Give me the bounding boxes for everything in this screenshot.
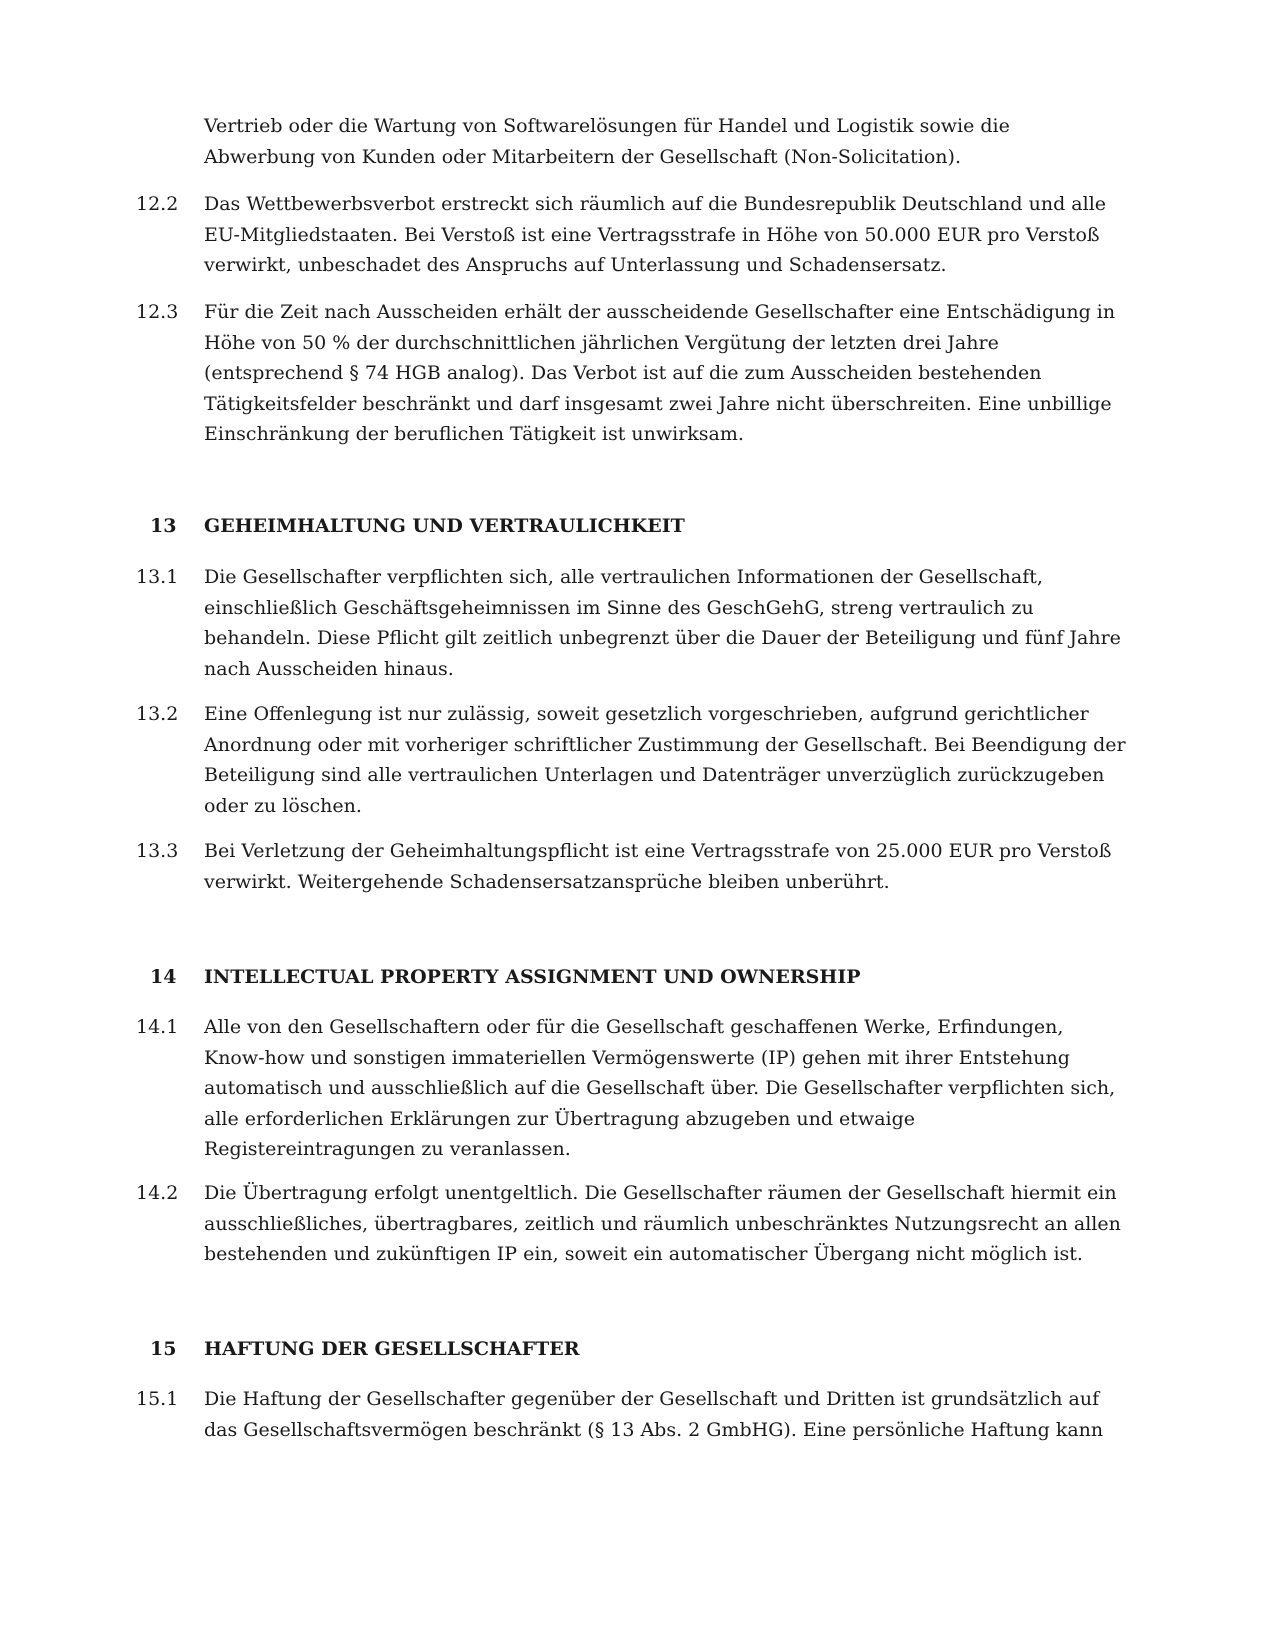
section-heading-14 bbox=[136, 962, 1126, 992]
section-title: GEHEIMHALTUNG UND VERTRAULICHKEIT bbox=[204, 515, 685, 537]
clause-text: Bei Verletzung der Geheimhaltungspflicht ist eine Vertragsstrafe von 25.000 EUR pro Verstoß verwirkt. Weitergehende Schadensersatzansprüche bleiben unberührt. bbox=[204, 840, 1112, 893]
clause-text: Die Gesellschafter verpflichten sich, alle vertraulichen Informationen der Gesellschaft, einschließlich Geschäftsgeheimnissen im Sinne des GeschGehG, streng vertraulich zu behandeln. Diese Pflicht gilt zeitlich unbegrenzt über die Dauer der Beteiligung und fünf Jahre nach Ausscheiden hinaus. bbox=[204, 566, 1121, 680]
clause-text: Alle von den Gesellschaftern oder für die Gesellschaft geschaffenen Werke, Erfindungen, Know-how und sonstigen immateriellen Vermögenswerte (IP) gehen mit ihrer Entstehung automatisch und ausschließlich auf die Gesellschaft über. Die Gesellschafter verpflichten sich, alle erforderlichen Erklärungen zur Übertragung abzugeben und etwaige Registereintragungen zu veranlassen. bbox=[204, 1016, 1116, 1161]
section-title: INTELLECTUAL PROPERTY ASSIGNMENT UND OWNERSHIP bbox=[204, 966, 861, 988]
section-number: 13 bbox=[150, 515, 177, 537]
section-number: 15 bbox=[150, 1338, 177, 1360]
clause-number: 12.3 bbox=[136, 301, 179, 323]
section-title: HAFTUNG DER GESELLSCHAFTER bbox=[204, 1338, 580, 1360]
clause-12-2 bbox=[136, 189, 1126, 281]
clause-text: Die Haftung der Gesellschafter gegenüber der Gesellschaft und Dritten ist grundsätzlich auf das Gesellschaftsvermögen beschränkt (§ 13 Abs. 2 GmbHG). Eine persönliche Haftung kann bbox=[204, 1388, 1104, 1441]
section-heading-15 bbox=[136, 1334, 1126, 1364]
clause-number: 13.2 bbox=[136, 703, 179, 725]
clause-text: Die Übertragung erfolgt unentgeltlich. Die Gesellschafter räumen der Gesellschaft hiermit ein ausschließliches, übertragbares, zeitlich und räumlich unbeschränktes Nutzungsrecht an allen bestehenden und zukünftigen IP ein, soweit ein automatischer Übergang nicht möglich ist. bbox=[204, 1182, 1121, 1266]
clause-number: 14.2 bbox=[136, 1182, 179, 1204]
clause-text: Eine Offenlegung ist nur zulässig, soweit gesetzlich vorgeschrieben, aufgrund gerichtlicher Anordnung oder mit vorheriger schriftlicher Zustimmung der Gesellschaft. Bei Beendigung der Beteiligung sind alle vertraulichen Unterlagen und Datenträger unverzüglich zurückzugeben oder zu löschen. bbox=[204, 703, 1126, 817]
clause-12-1-continuation: Vertrieb oder die Wartung von Softwarelösungen für Handel und Logistik sowie die Abwerbung von Kunden oder Mitarbeitern der Gesellschaft (Non-Solicitation). bbox=[204, 115, 1010, 168]
clause-13-2 bbox=[136, 699, 1126, 821]
clause-number: 15.1 bbox=[136, 1388, 179, 1410]
clause-text: Für die Zeit nach Ausscheiden erhält der ausscheidende Gesellschafter eine Entschädigung in Höhe von 50 % der durchschnittlichen jährlichen Vergütung der letzten drei Jahre (entsprechend § 74 HGB analog). Das Verbot ist auf die zum Ausscheiden bestehenden Tätigkeitsfelder beschränkt und darf insgesamt zwei Jahre nicht überschreiten. Eine unbillige Einschränkung der beruflichen Tätigkeit ist unwirksam. bbox=[204, 301, 1116, 446]
clause-number: 14.1 bbox=[136, 1016, 179, 1038]
clause-number: 12.2 bbox=[136, 193, 179, 215]
clause-15-1 bbox=[136, 1384, 1126, 1445]
clause-14-1 bbox=[136, 1012, 1126, 1165]
clause-14-2 bbox=[136, 1178, 1126, 1270]
section-heading-13 bbox=[136, 511, 1126, 541]
clause-number: 13.3 bbox=[136, 840, 179, 862]
clause-13-3 bbox=[136, 836, 1126, 897]
section-number: 14 bbox=[150, 966, 177, 988]
clause-13-1 bbox=[136, 562, 1126, 684]
clause-12-3 bbox=[136, 297, 1126, 450]
clause-number: 13.1 bbox=[136, 566, 179, 588]
clause-text: Das Wettbewerbsverbot erstreckt sich räumlich auf die Bundesrepublik Deutschland und alle EU-Mitgliedstaaten. Bei Verstoß ist eine Vertragsstrafe in Höhe von 50.000 EUR pro Verstoß verwirkt, unbeschadet des Anspruchs auf Unterlassung und Schadensersatz. bbox=[204, 193, 1107, 277]
